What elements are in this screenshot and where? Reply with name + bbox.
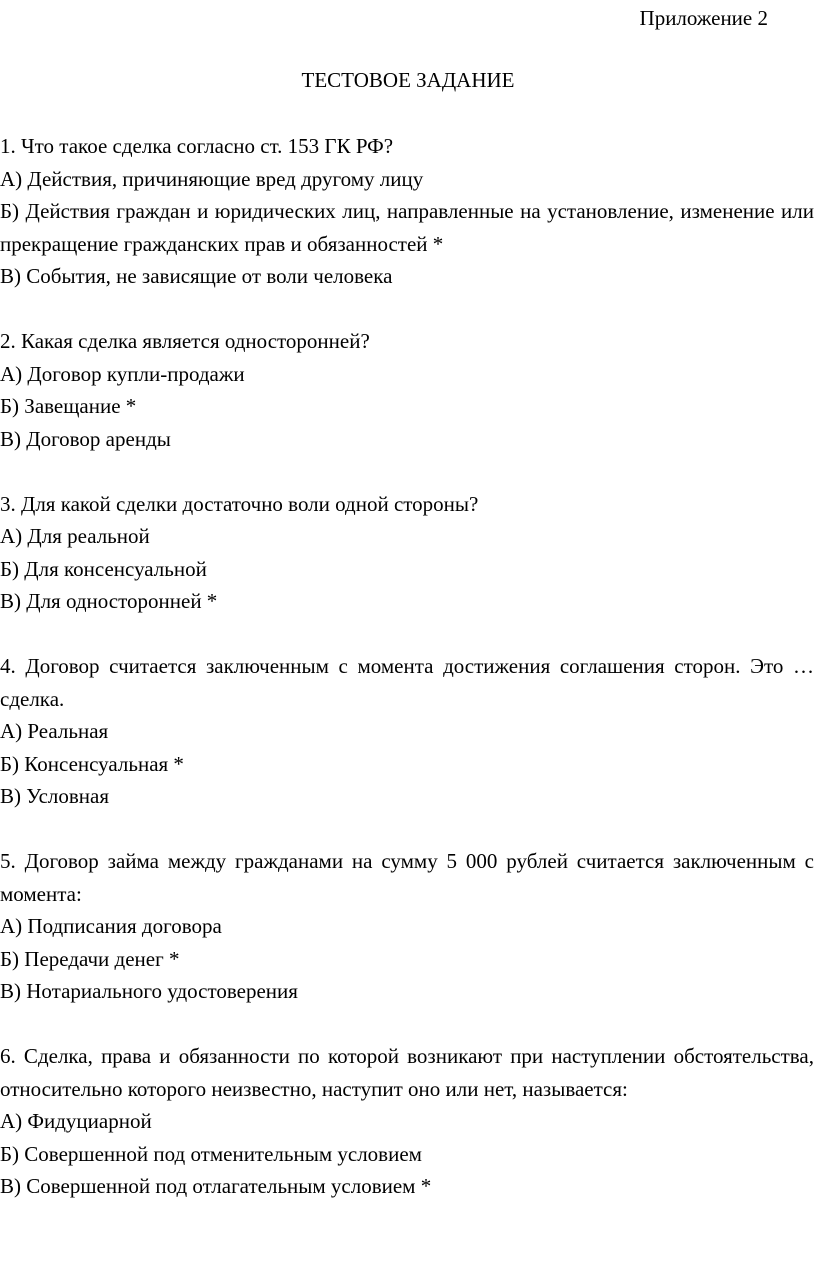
answer-option-c: В) Условная [0,784,110,808]
answer-option-b: Б) Действия граждан и юридических лиц, направленные на установление, изменение или прекращение гражданских прав и обязанностей * [0,199,814,256]
question-text: 5. Договор займа между гражданами на сумму 5 000 рублей считается заключенным с момента: [0,849,814,906]
question-1 [0,130,814,293]
question-text: 6. Сделка, права и обязанности по которой возникают при наступлении обстоятельства, относительно которого неизвестно, наступит оно или нет, называется: [0,1044,814,1101]
question-4 [0,650,814,813]
question-text: 3. Для какой сделки достаточно воли одной стороны? [0,491,479,516]
answer-option-c: В) Совершенной под отлагательным условием * [0,1174,432,1198]
question-6 [0,1040,814,1203]
question-2 [0,325,814,455]
answer-option-b: Б) Консенсуальная * [0,751,184,776]
page-title: ТЕСТОВОЕ ЗАДАНИЕ [301,68,515,92]
answer-option-a: А) Фидуциарной [0,1109,152,1133]
question-3 [0,488,814,618]
appendix-label: Приложение 2 [639,6,768,30]
answer-option-a: А) Подписания договора [0,914,222,938]
test-questions [0,130,814,1235]
answer-option-b: Б) Завещание * [0,394,137,418]
question-text: 2. Какая сделка является односторонней? [0,329,370,353]
question-5 [0,845,814,1008]
answer-option-b: Б) Передачи денег * [0,946,180,971]
answer-option-c: В) Нотариального удостоверения [0,979,298,1003]
answer-option-a: А) Договор купли-продажи [0,361,245,386]
answer-option-a: А) Для реальной [0,524,150,548]
question-text: 1. Что такое сделка согласно ст. 153 ГК РФ? [0,134,394,158]
answer-option-a: А) Действия, причиняющие вред другому лицу [0,166,424,191]
answer-option-b: Б) Для консенсуальной [0,556,207,581]
answer-option-a: А) Реальная [0,719,109,743]
answer-option-c: В) События, не зависящие от воли человека [0,264,393,288]
answer-option-c: В) Договор аренды [0,426,171,451]
answer-option-b: Б) Совершенной под отменительным условием [0,1141,422,1166]
question-text: 4. Договор считается заключенным с момента достижения соглашения сторон. Это … сделка. [0,654,814,711]
answer-option-c: В) Для односторонней * [0,589,218,613]
